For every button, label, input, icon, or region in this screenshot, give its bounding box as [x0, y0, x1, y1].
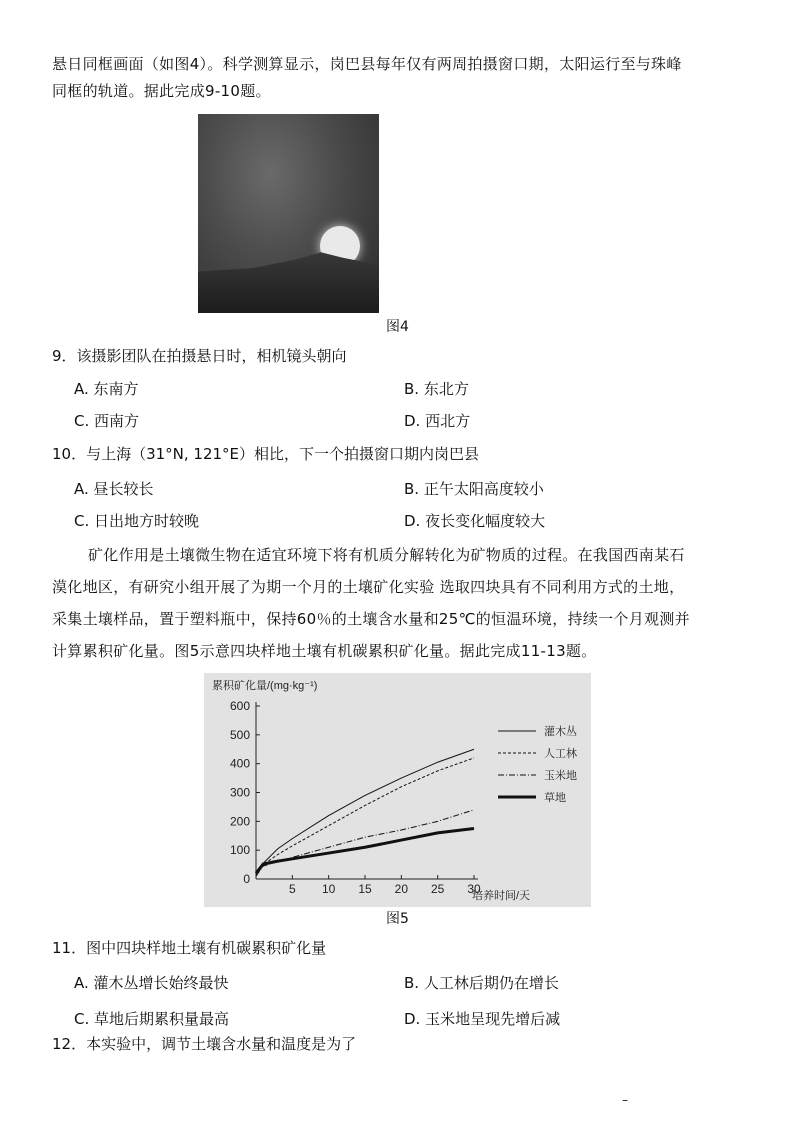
figure-4-caption: 图4 [386, 319, 409, 335]
x-tick-label: 15 [358, 882, 372, 896]
q9-option-a: A. 东南方 [74, 380, 139, 398]
q10-option-c: C. 日出地方时较晚 [74, 512, 200, 530]
q11-option-d: D. 玉米地呈现先增后减 [404, 1010, 561, 1028]
q9-option-c: C. 西南方 [74, 412, 140, 430]
q10-option-b: B. 正午太阳高度较小 [404, 480, 544, 498]
series-line-3 [256, 810, 474, 876]
question-10-stem: 10．与上海（31°N, 121°E）相比，下一个拍摄窗口期内岗巴县 [52, 445, 480, 463]
passage-line-3: 采集土壤样品，置于塑料瓶中，保持60％的土壤含水量和25℃的恒温环境，持续一个月观测并 [52, 610, 690, 628]
y-tick-label: 200 [229, 814, 250, 829]
y-tick-label: 400 [229, 756, 250, 771]
intro-line-2: 同框的轨道。据此完成9-10题。 [52, 82, 271, 100]
question-12-stem: 12．本实验中，调节土壤含水量和温度是为了 [52, 1035, 357, 1053]
q11-option-c: C. 草地后期累积量最高 [74, 1010, 230, 1028]
x-axis-label: 培养时间/天 [472, 890, 531, 902]
q11-option-a: A. 灌木丛增长始终最快 [74, 974, 229, 992]
legend-label-3: 玉米地 [544, 769, 577, 782]
figure-5-caption: 图5 [386, 911, 409, 927]
q9-option-d: D. 西北方 [404, 412, 471, 430]
y-tick-label: 100 [229, 843, 250, 858]
passage-line-4: 计算累积矿化量。图5示意四块样地土壤有机碳累积矿化量。据此完成11-13题。 [52, 642, 597, 660]
passage-line-1: 矿化作用是土壤微生物在适宜环境下将有机质分解转化为矿物质的过程。在我国西南某石 [88, 546, 685, 564]
question-11-stem: 11．图中四块样地土壤有机碳累积矿化量 [52, 939, 327, 957]
y-tick-label: 0 [243, 872, 250, 886]
series-line-4 [256, 829, 474, 874]
chart-axes [230, 699, 481, 896]
footer-mark: – [622, 1093, 628, 1107]
passage-line-2: 漠化地区，有研究小组开展了为期一个月的土壤矿化实验 选取四块具有不同利用方式的土地， [52, 578, 685, 596]
q9-option-b: B. 东北方 [404, 380, 469, 398]
question-9-stem: 9．该摄影团队在拍摄悬日时，相机镜头朝向 [52, 347, 347, 365]
series-line-1 [256, 749, 474, 876]
legend-label-2: 人工林 [544, 747, 577, 760]
x-tick-label: 10 [321, 882, 336, 896]
legend-label-4: 草地 [544, 791, 566, 804]
x-tick-label: 30 [467, 882, 481, 896]
q10-option-d: D. 夜长变化幅度较大 [404, 512, 546, 530]
figure-5-chart [204, 673, 591, 907]
x-tick-label: 5 [288, 882, 296, 896]
y-tick-label: 500 [229, 727, 250, 742]
y-tick-label: 300 [229, 785, 250, 800]
q10-option-a: A. 昼长较长 [74, 480, 154, 498]
intro-line-1: 悬日同框画面（如图4）。科学测算显示，岗巴县每年仅有两周拍摄窗口期，太阳运行至与珠峰 [52, 55, 682, 73]
chart-svg [204, 673, 591, 907]
y-axis-label: 累积矿化量/(mg·kg⁻¹) [212, 680, 318, 692]
legend-label-1: 灌木丛 [544, 725, 577, 738]
x-tick-label: 20 [394, 882, 409, 896]
chart-series [256, 749, 474, 876]
figure-4-photo [198, 114, 379, 313]
x-tick-label: 25 [430, 882, 445, 896]
y-tick-label: 600 [229, 699, 250, 713]
q11-option-b: B. 人工林后期仍在增长 [404, 974, 559, 992]
chart-legend [498, 724, 577, 804]
